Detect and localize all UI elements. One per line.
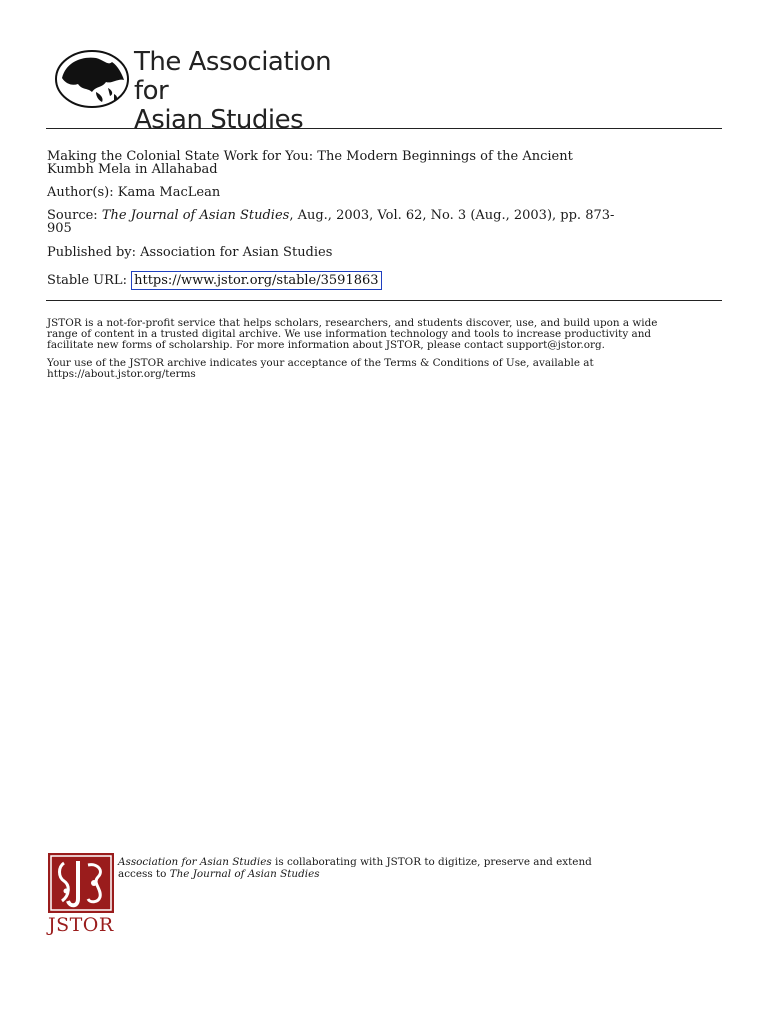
footer-collab-text: is collaborating with JSTOR to digitize, preserve and extend (271, 856, 592, 868)
source-label: Source: (47, 208, 98, 223)
source-journal: The Journal of Asian Studies (101, 208, 290, 223)
publisher-label: Published by: (47, 245, 136, 260)
footer-collaboration-note (118, 856, 678, 880)
middle-rule (46, 300, 722, 301)
notice-line1: JSTOR is a not-for-profit service that helps scholars, researchers, and students discover, use, and build upon a wide (47, 317, 658, 329)
source-details: , Aug., 2003, Vol. 62, No. 3 (Aug., 2003), pp. 873- (289, 208, 615, 223)
aas-logo (52, 44, 342, 135)
publisher-name: Association for Asian Studies (140, 245, 333, 260)
notice-line2: range of content in a trusted digital archive. We use information technology and tools to increase productivity and (47, 328, 652, 340)
author-line (47, 186, 717, 199)
author-label: Author(s): (47, 185, 114, 200)
stable-url-line (47, 274, 717, 287)
footer-org: Association for Asian Studies (118, 856, 272, 868)
jstor-logo-icon (48, 853, 114, 913)
source-line (47, 209, 717, 235)
logo-text (134, 48, 342, 135)
globe-icon (52, 48, 132, 110)
footer-journal: The Journal of Asian Studies (169, 868, 320, 880)
author-name: Kama MacLean (117, 185, 221, 200)
logo-line1: The Association for (134, 47, 332, 106)
terms-line1: Your use of the JSTOR archive indicates your acceptance of the Terms & Conditions of Use, available at (47, 357, 594, 369)
footer-access-prefix: access to (118, 868, 170, 880)
stable-url-label: Stable URL: (47, 273, 127, 288)
publisher-line (47, 246, 717, 259)
source-details-cont: 905 (47, 221, 72, 236)
title-line1: Making the Colonial State Work for You: The Modern Beginnings of the Ancient (47, 149, 573, 164)
logo-line2: Asian Studies (134, 105, 304, 135)
article-title (47, 150, 717, 176)
title-line2: Kumbh Mela in Allahabad (47, 162, 218, 177)
notice-line3: facilitate new forms of scholarship. For more information about JSTOR, please contact support@jstor.org. (47, 339, 605, 351)
terms-link[interactable]: https://about.jstor.org/terms (47, 368, 196, 380)
jstor-wordmark: JSTOR (48, 914, 114, 936)
terms-notice (47, 358, 723, 380)
stable-url-link[interactable]: https://www.jstor.org/stable/3591863 (131, 271, 381, 290)
top-rule (46, 128, 722, 129)
jstor-notice (47, 318, 723, 351)
